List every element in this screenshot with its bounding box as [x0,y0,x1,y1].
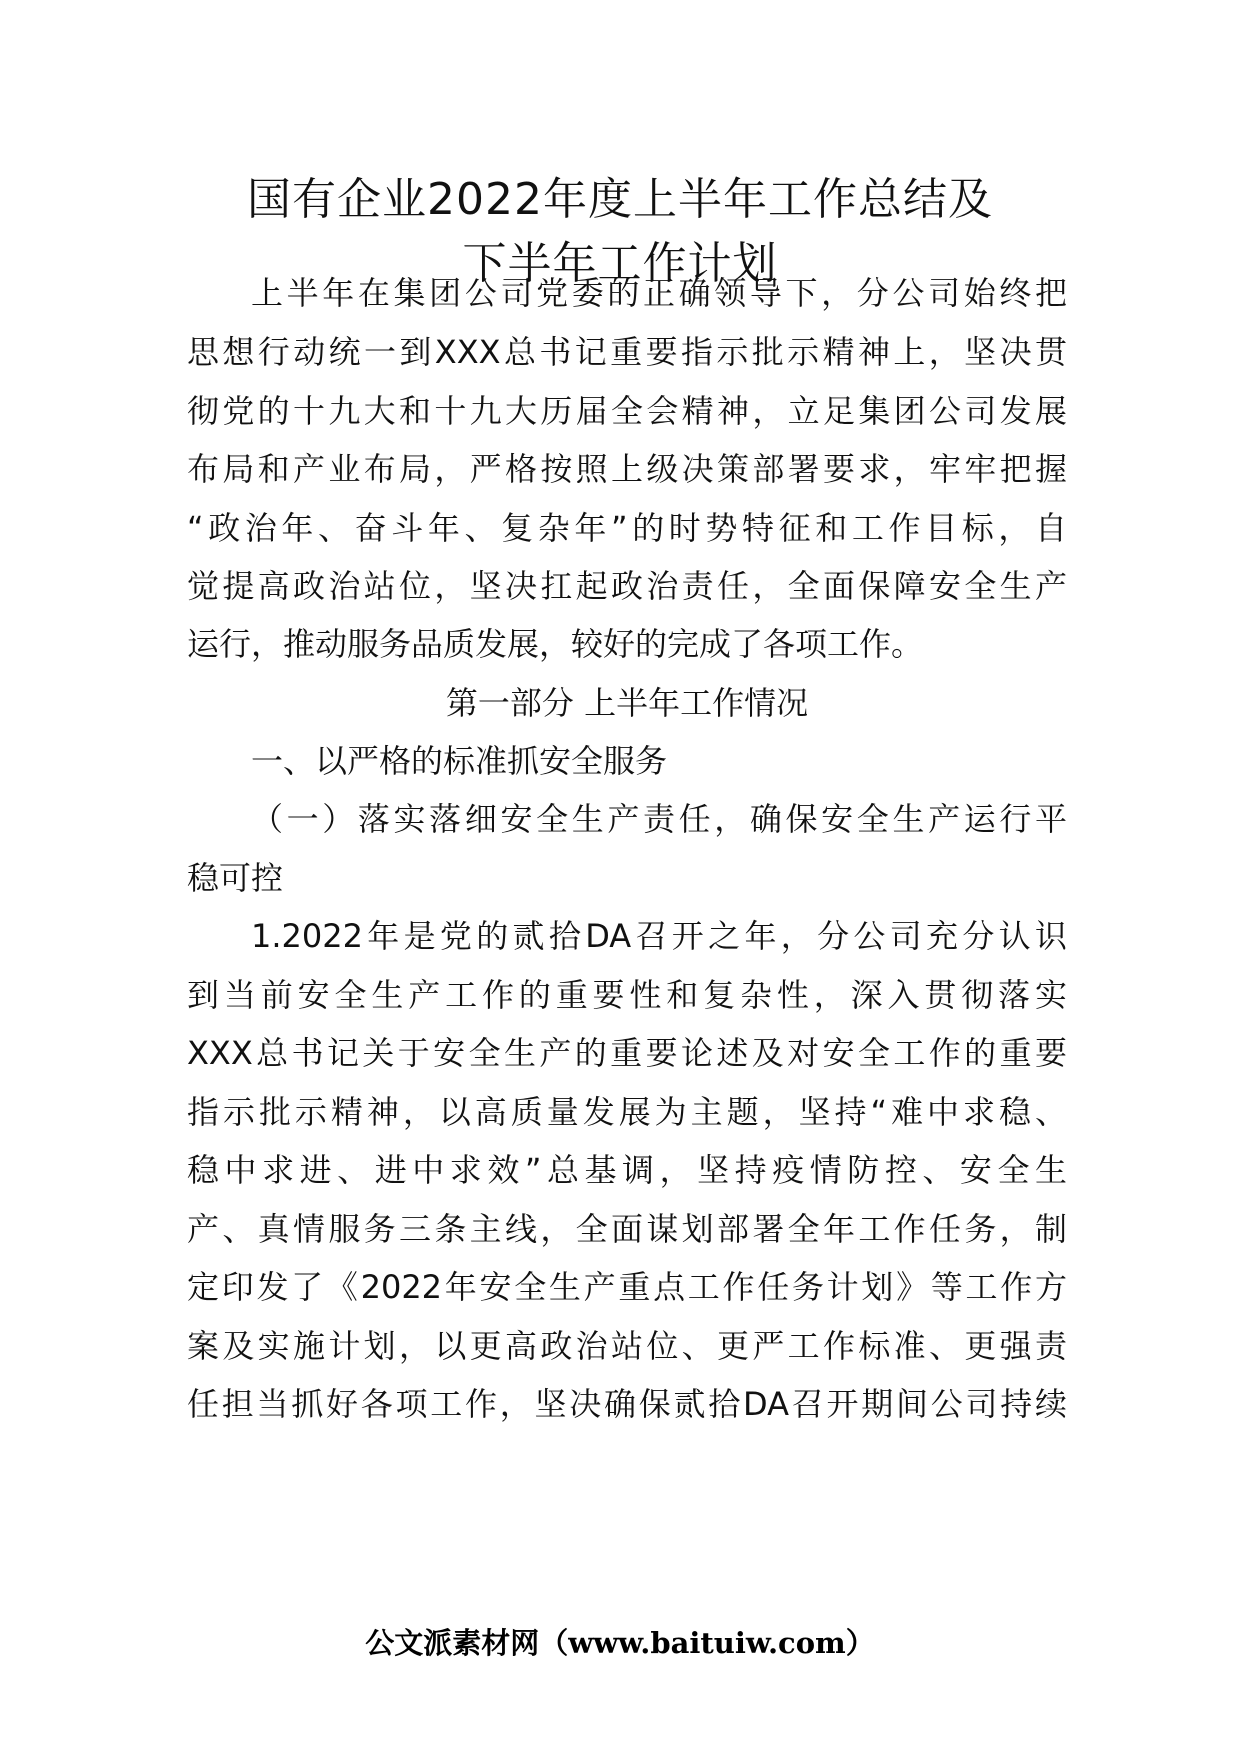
paragraph-line: 案及实施计划，以更高政治站位、更严工作标准、更强责 [187,1327,1067,1365]
subsection-heading-continued: 稳可控 [187,859,284,897]
paragraph-line: 任担当抓好各项工作，坚决确保贰拾DA召开期间公司持续 [187,1385,1067,1423]
paragraph-line: 定印发了《2022年安全生产重点工作任务计划》等工作方 [187,1268,1067,1306]
document-title-line-1: 国有企业2022年度上半年工作总结及 [247,174,993,225]
paragraph-line: 彻党的十九大和十九大历届全会精神，立足集团公司发展 [187,392,1067,430]
paragraph-line: 布局和产业布局，严格按照上级决策部署要求，牢牢把握 [187,450,1067,488]
paragraph-line: 1.2022年是党的贰拾DA召开之年，分公司充分认识 [251,917,1067,955]
document-title-line-2: 下半年工作计划 [462,238,778,289]
paragraph-line: 产、真情服务三条主线，全面谋划部署全年工作任务，制 [187,1210,1067,1248]
paragraph-line: “政治年、奋斗年、复杂年”的时势特征和工作目标，自 [187,509,1067,547]
paragraph-line: 到当前安全生产工作的重要性和复杂性，深入贯彻落实 [187,976,1067,1014]
paragraph-line: 觉提高政治站位，坚决扛起政治责任，全面保障安全生产 [187,567,1067,605]
paragraph-line: 运行，推动服务品质发展，较好的完成了各项工作。 [187,625,924,663]
paragraph-line: 稳中求进、进中求效”总基调，坚持疫情防控、安全生 [187,1151,1067,1189]
subsection-heading: （一）落实落细安全生产责任，确保安全生产运行平 [251,800,1067,838]
paragraph-line: 思想行动统一到XXX总书记重要指示批示精神上，坚决贯 [187,333,1067,371]
footer-watermark: 公文派素材网（www.baituiw.com） [365,1626,875,1660]
paragraph-line: 指示批示精神，以高质量发展为主题，坚持“难中求稳、 [187,1093,1067,1131]
section-heading: 第一部分 上半年工作情况 [445,684,809,722]
paragraph-line: 上半年在集团公司党委的正确领导下，分公司始终把 [251,274,1067,312]
subheading: 一、以严格的标准抓安全服务 [251,742,668,780]
paragraph-line: XXX总书记关于安全生产的重要论述及对安全工作的重要 [187,1034,1067,1072]
